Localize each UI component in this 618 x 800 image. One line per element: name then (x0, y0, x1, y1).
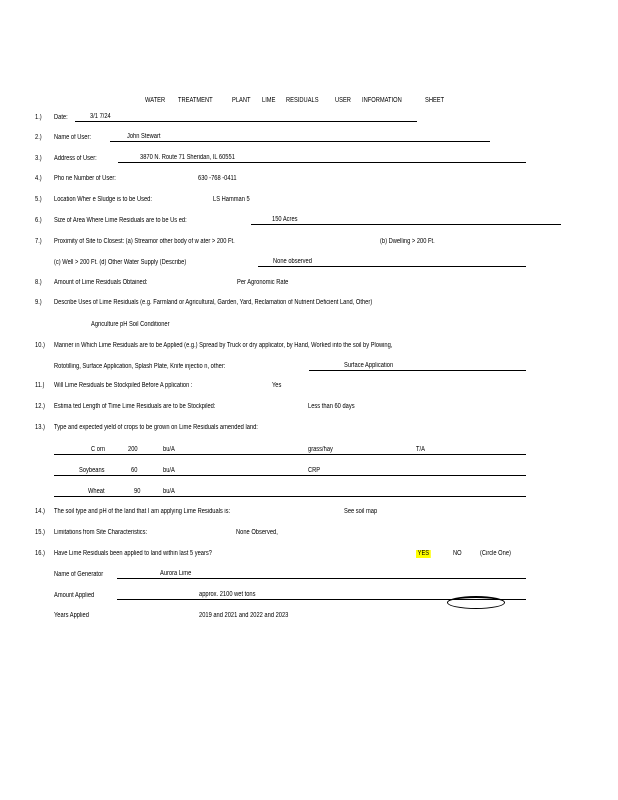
amount-applied-field[interactable]: approx. 2100 wet tons (199, 591, 256, 598)
date-line (75, 121, 417, 122)
name-of-user-line (110, 141, 490, 142)
prior-application-label: Have Lime Residuals been applied to land within last 5 years? (54, 550, 212, 557)
dwelling-distance: (b) Dwelling > 200 Ft. (380, 238, 435, 245)
stockpile-time-label: Estima ted Length of Time Lime Residuals are to be Stockpiled: (54, 403, 216, 410)
crop-yield[interactable]: 60 (131, 467, 138, 474)
water-supply-field[interactable]: None observed (273, 258, 312, 265)
years-applied-label: Years Applied (54, 612, 89, 619)
title-word: TREATMENT (178, 97, 213, 104)
crops-label: Type and expected yield of crops to be grown on Lime Residuals amended land: (54, 424, 258, 431)
item-number: 14.) (35, 508, 45, 515)
title-word: LIME (262, 97, 276, 104)
water-supply-line (258, 266, 526, 267)
amount-applied-label: Amount Applied (54, 592, 95, 599)
item-number: 3.) (35, 155, 42, 162)
crop-name-2[interactable]: grass/hay (308, 446, 333, 453)
item-number: 6.) (35, 217, 42, 224)
item-number: 7.) (35, 238, 42, 245)
hand-drawn-circle-mark (447, 596, 505, 609)
stockpiled-label: Will Lime Residuals be Stockpiled Before A pplication : (54, 382, 193, 389)
soil-type-field[interactable]: See soil map (344, 508, 378, 515)
date-label: Date: (54, 114, 68, 121)
item-number: 5.) (35, 196, 42, 203)
title-word: USER (335, 97, 351, 104)
soil-type-label: The soil type and pH of the land that I am applying Lime Residuals is: (54, 508, 231, 515)
title-word: WATER (145, 97, 166, 104)
title-word: INFORMATION (362, 97, 402, 104)
crop-name[interactable]: C orn (91, 446, 106, 453)
item-number: 8.) (35, 279, 42, 286)
date-field[interactable]: 3/1 7/24 (90, 113, 111, 120)
generator-line (117, 578, 526, 579)
limitations-label: Limitations from Site Characteristics: (54, 529, 148, 536)
crop-yield[interactable]: 200 (128, 446, 138, 453)
name-of-user-label: Name of User: (54, 134, 92, 141)
address-field[interactable]: 3870 N. Route 71 Sheridan, IL 60551 (140, 154, 235, 161)
proximity-label: Proximity of Site to Closest: (a) Streamor other body of w ater > 200 Ft. (54, 238, 235, 245)
no-option[interactable]: NO (453, 550, 462, 557)
water-supply-label: (c) Well > 200 Ft. (d) Other Water Supply (Describe) (54, 259, 187, 266)
area-size-line (251, 224, 561, 225)
item-number: 15.) (35, 529, 45, 536)
item-number: 10.) (35, 342, 45, 349)
amount-obtained-label: Amount of Lime Residuals Obtained: (54, 279, 148, 286)
years-applied-field[interactable]: 2019 and 2021 and 2022 and 2023 (199, 612, 289, 619)
item-number: 4.) (35, 175, 42, 182)
generator-field[interactable]: Aurora Lime (160, 570, 192, 577)
manner-line (309, 370, 526, 371)
yes-option[interactable]: YES (417, 550, 430, 557)
uses-label: Describe Uses of Lime Residuals (e.g. Farmland or Agricultural, Garden, Yard, Reclamation of Nutrient Deficient Land, Other) (54, 299, 373, 306)
uses-field[interactable]: Agriculture pH Soil Conditioner (91, 321, 170, 328)
crop-yield-2[interactable]: T/A (416, 446, 425, 453)
crop-line (54, 475, 526, 476)
manner-field[interactable]: Surface Application (344, 362, 394, 369)
crop-unit: bu/A (163, 488, 175, 495)
item-number: 1.) (35, 114, 42, 121)
name-of-user-field[interactable]: John Stewart (127, 133, 161, 140)
crop-name[interactable]: Soybeans (79, 467, 105, 474)
crop-line (54, 496, 526, 497)
limitations-field[interactable]: None Observed, (236, 529, 278, 536)
phone-field[interactable]: 630 -768 -0411 (198, 175, 237, 182)
title-word: PLANT (232, 97, 251, 104)
item-number: 16.) (35, 550, 45, 557)
phone-label: Pho ne Number of User: (54, 175, 116, 182)
title-word: SHEET (425, 97, 445, 104)
amount-obtained-field[interactable]: Per Agronomic Rate (237, 279, 289, 286)
item-number: 2.) (35, 134, 42, 141)
area-size-field[interactable]: 150 Acres (272, 216, 298, 223)
address-label: Address of User: (54, 155, 97, 162)
address-line (118, 162, 526, 163)
crop-unit: bu/A (163, 467, 175, 474)
item-number: 13.) (35, 424, 45, 431)
manner-label-cont: Rototilling, Surface Application, Splash Plate, Knife injectio n, other: (54, 363, 226, 370)
stockpiled-field[interactable]: Yes (272, 382, 282, 389)
area-size-label: Size of Area Where Lime Residuals are to be Us ed: (54, 217, 187, 224)
crop-unit: bu/A (163, 446, 175, 453)
manner-label: Manner in Which Lime Residuals are to be Applied (e.g.) Spread by Truck or dry applicator, by Hand, Worked into the soil by Plowing, (54, 342, 393, 349)
item-number: 9.) (35, 299, 42, 306)
crop-line (54, 454, 526, 455)
stockpile-time-field[interactable]: Less than 60 days (308, 403, 355, 410)
item-number: 11.) (35, 382, 45, 389)
generator-label: Name of Generator (54, 571, 104, 578)
location-field[interactable]: LS Hamman 5 (213, 196, 250, 203)
title-word: RESIDUALS (286, 97, 319, 104)
crop-yield[interactable]: 90 (134, 488, 141, 495)
item-number: 12.) (35, 403, 45, 410)
crop-name-2[interactable]: CRP (308, 467, 321, 474)
location-label: Location Wher e Sludge is to be Used: (54, 196, 152, 203)
circle-one-note: (Circle One) (480, 550, 511, 557)
crop-name[interactable]: Wheat (88, 488, 105, 495)
